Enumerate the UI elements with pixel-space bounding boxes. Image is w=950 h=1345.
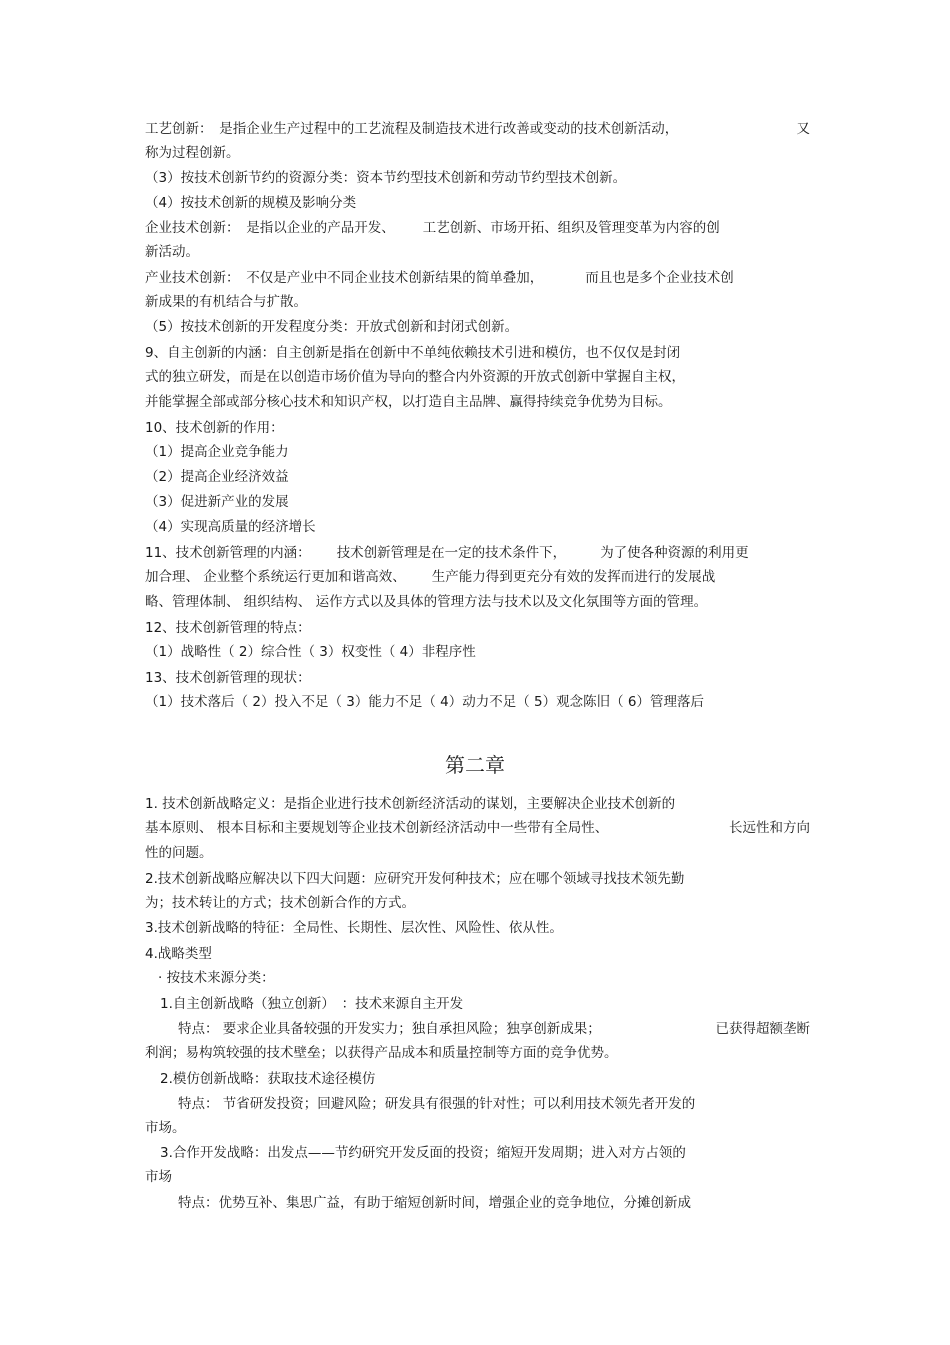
text-segment: 又	[796, 121, 810, 137]
text-segment: 产业技术创新： 不仅是产业中不同企业技术创新结果的简单叠加，	[145, 270, 544, 286]
text-line	[145, 567, 810, 587]
text-line: 新活动。	[145, 244, 199, 260]
text-line: （1）技术落后（ 2）投入不足（ 3）能力不足（ 4）动力不足（ 5）观念陈旧（ 6）管理落后	[145, 694, 704, 710]
text-line	[145, 268, 810, 288]
text-line: （3）促进新产业的发展	[145, 494, 289, 510]
text-line: 1.自主创新战略（独立创新） ：技术来源自主开发	[160, 996, 464, 1012]
text-line: 特点：优势互补、集思广益，有助于缩短创新时间，增强企业的竞争地位，分摊创新成	[178, 1195, 691, 1211]
text-segment: 而且也是多个企业技术创	[585, 270, 734, 286]
text-segment: 长远性和方向	[729, 820, 810, 836]
text-line	[145, 218, 810, 238]
text-line: 并能掌握全部或部分核心技术和知识产权，以打造自主品牌、赢得持续竞争优势为目标。	[145, 394, 672, 410]
text-line: 新成果的有机结合与扩散。	[145, 294, 307, 310]
text-line: 利润；易构筑较强的技术壁垒；以获得产品成本和质量控制等方面的竞争优势。	[145, 1045, 618, 1061]
text-segment: 企业技术创新： 是指以企业的产品开发、	[145, 220, 395, 236]
text-line: 4.战略类型	[145, 946, 212, 962]
text-line: （4）按技术创新的规模及影响分类	[145, 195, 357, 211]
text-line: 3.技术创新战略的特征：全局性、长期性、层次性、风险性、依从性。	[145, 920, 563, 936]
text-line: 式的独立研发，而是在以创造市场价值为导向的整合内外资源的开放式创新中掌握自主权，	[145, 369, 685, 385]
text-line: （5）按技术创新的开发程度分类：开放式创新和封闭式创新。	[145, 319, 519, 335]
text-line	[178, 1019, 810, 1039]
text-line: 特点： 节省研发投资；回避风险；研发具有很强的针对性；可以利用技术领先者开发的	[178, 1096, 696, 1112]
text-line: （1）战略性（ 2）综合性（ 3）权变性（ 4）非程序性	[145, 644, 476, 660]
text-line	[145, 818, 810, 838]
text-segment: 为了使各种资源的利用更	[600, 545, 749, 561]
text-segment: 技术创新管理是在一定的技术条件下，	[336, 545, 567, 561]
chapter-title: 第二章	[445, 753, 505, 777]
text-line: 为；技术转让的方式；技术创新合作的方式。	[145, 895, 415, 911]
text-segment: 已获得超额垄断	[715, 1021, 810, 1037]
text-line: 10、技术创新的作用：	[145, 420, 284, 436]
text-segment: 11、技术创新管理的内涵：	[145, 545, 311, 561]
text-line: 性的问题。	[145, 845, 213, 861]
text-line: （2）提高企业经济效益	[145, 469, 289, 485]
text-line	[145, 543, 810, 563]
text-segment: 工艺创新、市场开拓、组织及管理变革为内容的创	[422, 220, 720, 236]
text-line	[145, 119, 810, 139]
text-line: （1）提高企业竞争能力	[145, 444, 289, 460]
text-line: 3.合作开发战略：出发点——节约研究开发反面的投资；缩短开发周期；进入对方占领的	[160, 1145, 686, 1161]
text-segment: 生产能力得到更充分有效的发挥而进行的发展战	[431, 569, 716, 585]
text-line: 2.技术创新战略应解决以下四大问题：应研究开发何种技术；应在哪个领域寻找技术领先勤	[145, 871, 685, 887]
text-line: （3）按技术创新节约的资源分类：资本节约型技术创新和劳动节约型技术创新。	[145, 170, 627, 186]
text-line: 2.模仿创新战略：获取技术途径模仿	[160, 1071, 376, 1087]
text-line: 9、自主创新的内涵：自主创新是指在创新中不单纯依赖技术引进和模仿，也不仅仅是封闭	[145, 345, 681, 361]
text-line: 12、技术创新管理的特点：	[145, 620, 311, 636]
text-segment: 加合理、 企业整个系统运行更加和谐高效、	[145, 569, 406, 585]
text-line: · 按技术来源分类：	[158, 970, 275, 986]
text-segment: 特点： 要求企业具备较强的开发实力；独自承担风险；独享创新成果；	[178, 1021, 601, 1037]
text-line: 1. 技术创新战略定义：是指企业进行技术创新经济活动的谋划，主要解决企业技术创新的	[145, 796, 676, 812]
text-line: 市场	[145, 1169, 172, 1185]
text-segment: 工艺创新： 是指企业生产过程中的工艺流程及制造技术进行改善或变动的技术创新活动，	[145, 121, 679, 137]
text-line: 称为过程创新。	[145, 145, 240, 161]
text-line: 市场。	[145, 1120, 186, 1136]
text-line: 略、管理体制、 组织结构、 运作方式以及具体的管理方法与技术以及文化氛围等方面的管理。	[145, 594, 708, 610]
text-line: 13、技术创新管理的现状：	[145, 670, 311, 686]
text-segment: 基本原则、 根本目标和主要规划等企业技术创新经济活动中一些带有全局性、	[145, 820, 609, 836]
text-line: （4）实现高质量的经济增长	[145, 519, 316, 535]
